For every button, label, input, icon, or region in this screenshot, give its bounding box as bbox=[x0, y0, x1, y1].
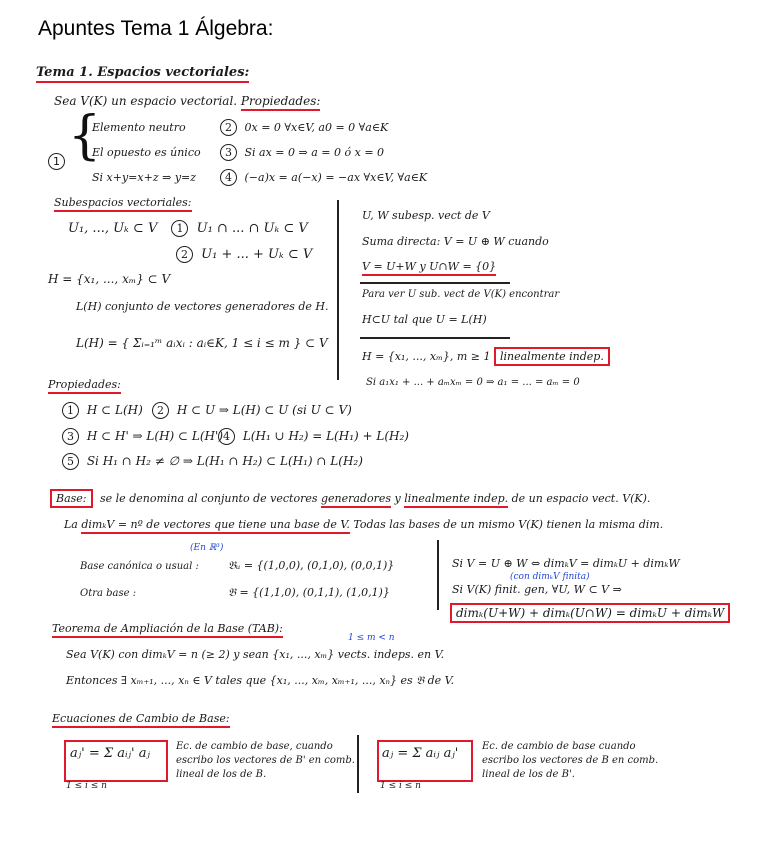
cambio-text-2-c: lineal de los de B'. bbox=[482, 769, 575, 780]
base-dim-def: dimₖV = nº de vectores que tiene una base de V. bbox=[81, 518, 350, 534]
page-title: Apuntes Tema 1 Álgebra: bbox=[38, 17, 274, 40]
prop-text: H ⊂ H' ⇒ L(H) ⊂ L(H') bbox=[86, 429, 223, 443]
divider-vertical-bottom bbox=[357, 735, 359, 793]
right-l3 bbox=[362, 260, 496, 273]
prop-right-text: (−a)x = a(−x) = −ax ∀x∈V, ∀a∈K bbox=[244, 171, 428, 184]
formula-2-sub: 1 ≤ i ≤ n bbox=[380, 781, 421, 791]
right-l1: U, W subesp. vect de V bbox=[362, 209, 490, 222]
base-line1 bbox=[50, 492, 650, 505]
prop-item-2 bbox=[152, 402, 352, 419]
canon-label: Base canónica o usual : bbox=[80, 561, 199, 572]
base-r2: Si V(K) finit. gen, ∀U, W ⊂ V ⇒ bbox=[452, 583, 622, 596]
right-l4: Para ver U sub. vect de V(K) encontrar bbox=[362, 289, 560, 300]
subesp-sets: U₁, ..., Uₖ ⊂ V bbox=[68, 221, 158, 236]
base-lin-indep: linealmente indep. bbox=[404, 492, 508, 508]
group1-num bbox=[48, 150, 69, 170]
h-line: H = {x₁, ..., xₘ} ⊂ V bbox=[48, 272, 171, 286]
cambio-text-1-b: escribo los vectores de B' en comb. bbox=[176, 755, 355, 766]
formula-1: aⱼ' = Σ aᵢⱼ' aⱼ bbox=[70, 746, 150, 761]
lh-line: L(H) conjunto de vectores generadores de H. bbox=[76, 300, 329, 313]
prop-text: Si H₁ ∩ H₂ ≠ ∅ ⇒ L(H₁ ∩ H₂) ⊂ L(H₁) ∩ L(H₂) bbox=[86, 454, 363, 468]
cambio-text-1-c: lineal de los de B. bbox=[176, 769, 267, 780]
base-r1: Si V = U ⊕ W ⇔ dimₖV = dimₖU + dimₖW bbox=[452, 557, 680, 570]
cambio-heading: Ecuaciones de Cambio de Base: bbox=[52, 712, 230, 728]
prop-item-5 bbox=[62, 453, 363, 470]
otra-value: 𝔅 = {(1,1,0), (0,1,1), (1,0,1)} bbox=[228, 586, 390, 599]
dim-formula-box: dimₖ(U+W) + dimₖ(U∩W) = dimₖU + dimₖW bbox=[450, 603, 730, 623]
cambio-text-1-a: Ec. de cambio de base, cuando bbox=[176, 741, 333, 752]
prop-right-4 bbox=[220, 169, 427, 186]
circle-number: 4 bbox=[220, 169, 237, 186]
propiedades-heading: Propiedades: bbox=[48, 378, 121, 394]
section-heading-tema: Tema 1. Espacios vectoriales: bbox=[36, 65, 249, 83]
prop-item-1 bbox=[62, 402, 143, 419]
circle-number: 2 bbox=[176, 246, 193, 263]
tab-heading: Teorema de Ampliación de la Base (TAB): bbox=[52, 622, 283, 638]
sea-text: Sea V(K) un espacio vectorial. bbox=[54, 94, 238, 108]
en-r3-note: (En ℝ³) bbox=[190, 543, 224, 553]
right-l7: Si a₁x₁ + ... + aₘxₘ = 0 ⇒ a₁ = ... = aₘ = 0 bbox=[366, 377, 580, 388]
tab-line2: Entonces ∃ xₘ₊₁, ..., xₙ ∈ V tales que {x₁, ..., xₘ, xₘ₊₁, ..., xₙ} es 𝔅 de V. bbox=[66, 674, 455, 687]
formula-2: aⱼ = Σ aᵢⱼ aⱼ' bbox=[382, 746, 459, 761]
h-set: H = {x₁, ..., xₘ}, m ≥ 1 bbox=[362, 350, 491, 363]
right-l6 bbox=[362, 350, 610, 363]
right-l5: H⊂U tal que U = L(H) bbox=[362, 313, 487, 326]
base-text-e: de un espacio vect. V(K). bbox=[511, 492, 651, 505]
subesp-intersection: U₁ ∩ ... ∩ Uₖ ⊂ V bbox=[196, 221, 308, 236]
prop-item-3 bbox=[62, 428, 223, 445]
base-todas: Todas las bases de un mismo V(K) tienen la misma dim. bbox=[353, 518, 664, 531]
base-r2-note: (con dimₖV finita) bbox=[510, 572, 590, 582]
circle-number: 4 bbox=[218, 428, 235, 445]
subesp-line1 bbox=[68, 220, 308, 237]
circle-number: 5 bbox=[62, 453, 79, 470]
prop-right-text: Si ax = 0 ⇒ a = 0 ó x = 0 bbox=[244, 146, 385, 159]
prop-item-4 bbox=[218, 428, 409, 445]
tab-note: 1 ≤ m < n bbox=[348, 633, 395, 643]
subespacios-heading: Subespacios vectoriales: bbox=[54, 196, 192, 212]
subesp-sum: U₁ + ... + Uₖ ⊂ V bbox=[201, 247, 313, 262]
prop-left-1: Elemento neutro bbox=[92, 121, 186, 134]
circle-number: 1 bbox=[48, 153, 65, 170]
right-l2: Suma directa: V = U ⊕ W cuando bbox=[362, 235, 549, 248]
divider-vertical-mid bbox=[437, 540, 439, 610]
base-text-a: se le denomina al conjunto de vectores bbox=[100, 492, 318, 505]
right-divider-1 bbox=[360, 282, 510, 284]
circle-number: 2 bbox=[152, 402, 169, 419]
circle-number: 1 bbox=[62, 402, 79, 419]
base-generadores: generadores bbox=[321, 492, 391, 508]
cambio-text-2-a: Ec. de cambio de base cuando bbox=[482, 741, 636, 752]
cambio-text-2-b: escribo los vectores de B en comb. bbox=[482, 755, 659, 766]
right-divider-2 bbox=[360, 337, 510, 339]
tab-line1: Sea V(K) con dimₖV = n (≥ 2) y sean {x₁, ..., xₘ} vects. indeps. en V. bbox=[66, 648, 445, 661]
otra-label: Otra base : bbox=[80, 588, 137, 599]
prop-text: H ⊂ U ⇒ L(H) ⊂ U (si U ⊂ V) bbox=[176, 403, 352, 417]
formula-1-sub: 1 ≤ i ≤ n bbox=[66, 781, 107, 791]
prop-left-2: El opuesto es único bbox=[92, 146, 201, 159]
canon-value: 𝔅ᵤ = {(1,0,0), (0,1,0), (0,0,1)} bbox=[228, 559, 395, 572]
base-label: Base: bbox=[50, 489, 93, 508]
prop-right-text: 0x = 0 ∀x∈V, a0 = 0 ∀a∈K bbox=[244, 121, 389, 134]
subesp-line2 bbox=[176, 246, 312, 263]
left-brace: { bbox=[68, 106, 102, 166]
lh-formula: L(H) = { Σᵢ₌₁ᵐ aᵢxᵢ : aᵢ∈K, 1 ≤ i ≤ m } ⊂ V bbox=[76, 336, 328, 350]
prop-right-2 bbox=[220, 119, 388, 136]
prop-right-3 bbox=[220, 144, 384, 161]
prop-left-3: Si x+y=x+z ⇒ y=z bbox=[92, 171, 197, 184]
circle-number: 1 bbox=[171, 220, 188, 237]
base-la: La bbox=[64, 518, 78, 531]
prop-text: L(H₁ ∪ H₂) = L(H₁) + L(H₂) bbox=[242, 429, 409, 443]
base-text-c: y bbox=[394, 492, 401, 505]
base-line2 bbox=[64, 518, 663, 531]
prop-text: H ⊂ L(H) bbox=[86, 403, 143, 417]
divider-vertical-top bbox=[337, 200, 339, 380]
circle-number: 2 bbox=[220, 119, 237, 136]
lin-indep-box: linealmente indep. bbox=[494, 347, 610, 366]
suma-directa-condition: V = U+W y U∩W = {0} bbox=[362, 260, 496, 276]
circle-number: 3 bbox=[220, 144, 237, 161]
propiedades-label: Propiedades: bbox=[241, 94, 320, 111]
circle-number: 3 bbox=[62, 428, 79, 445]
